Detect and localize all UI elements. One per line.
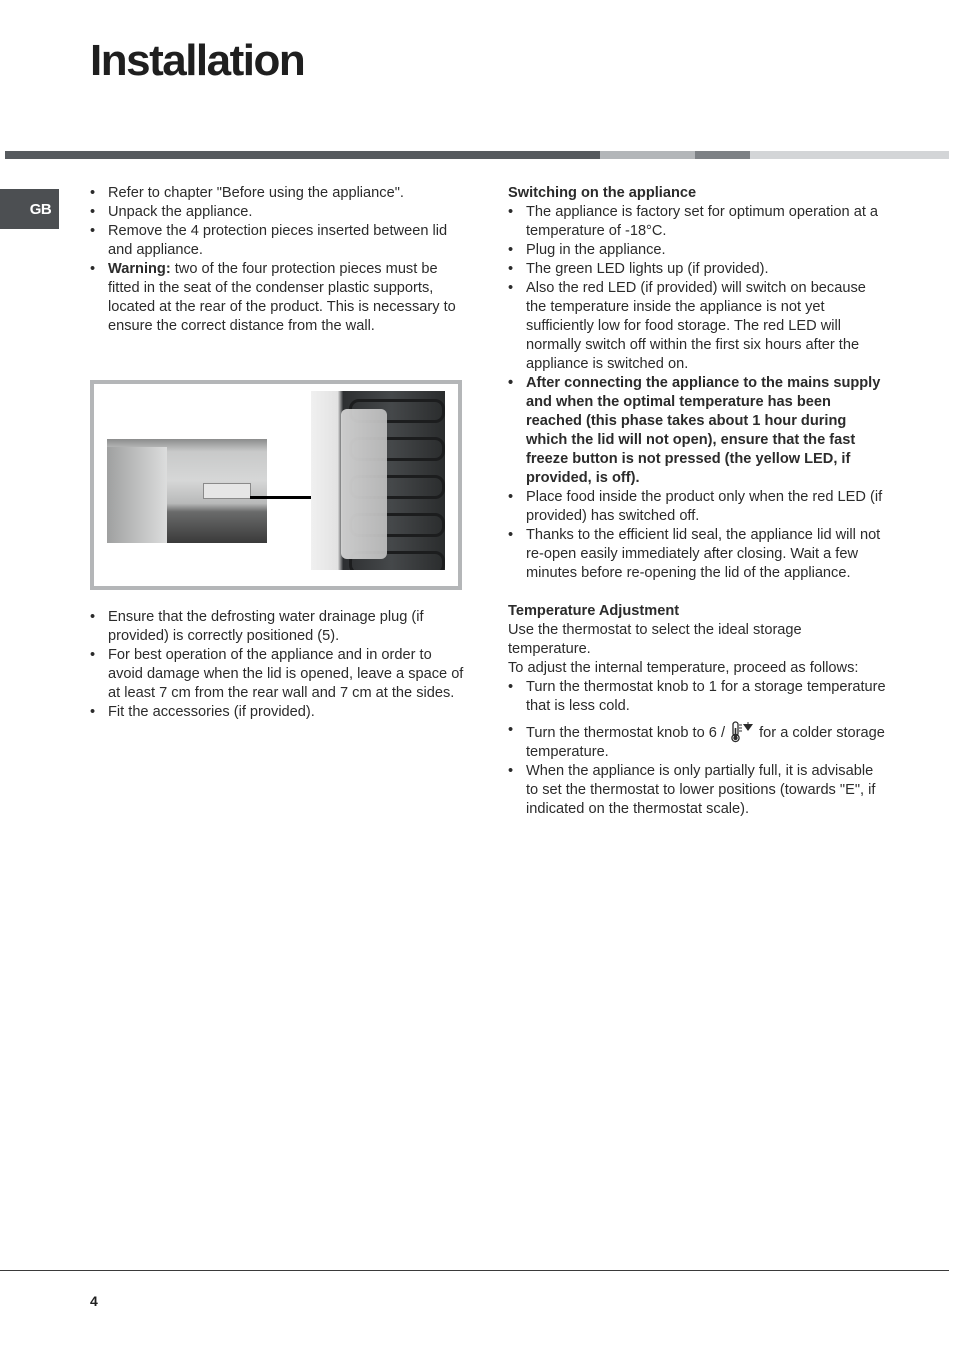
thermometer-snowflake-icon — [730, 721, 754, 743]
list-item: • Refer to chapter "Before using the appliance". — [90, 184, 466, 203]
list-item: • For best operation of the appliance and in order to avoid damage when the lid is opened, leave a space of at least 7 cm from the rear wall and 7 cm at the sides. — [90, 646, 466, 703]
appliance-lid-photo — [107, 439, 267, 543]
list-item-text: for a colder storage temperature. — [526, 725, 885, 760]
list-item: • Remove the 4 protection pieces inserted between lid and appliance. — [90, 222, 466, 260]
protection-pieces-figure — [90, 380, 462, 590]
list-item: • Turn the thermostat knob to 1 for a storage temperature that is less cold. — [508, 678, 888, 716]
list-item — [508, 721, 888, 762]
page-number: 4 — [90, 1293, 98, 1309]
protection-piece — [203, 483, 251, 499]
header-bar-segment — [750, 151, 949, 159]
list-item: • Also the red LED (if provided) will switch on because the temperature inside the appliance is not yet sufficiently low for food storage. The red LED will normally switch off within the first six hours after the appliance is switched on. — [508, 279, 888, 374]
header-bar-segment — [695, 151, 750, 159]
temperature-para: To adjust the internal temperature, proceed as follows: — [508, 660, 859, 676]
placement-list — [90, 608, 466, 722]
temperature-heading: Temperature Adjustment — [508, 603, 680, 619]
list-item-important: • After connecting the appliance to the mains supply and when the optimal temperature has been reached (this phase takes about 1 hour during which the lid will not open), ensure that the fast freeze button is not pressed (the yellow LED, if provided, is off). — [508, 374, 888, 488]
condenser-support-photo — [311, 391, 445, 570]
language-tab-label: GB — [29, 200, 52, 218]
intro-list — [90, 184, 466, 336]
right-column — [508, 184, 888, 819]
switching-on-heading: Switching on the appliance — [508, 185, 697, 201]
page-title: Installation — [90, 36, 305, 85]
temperature-para: Use the thermostat to select the ideal storage temperature. — [508, 622, 802, 657]
header-bar-segment — [5, 151, 600, 159]
list-item: • Plug in the appliance. — [508, 241, 888, 260]
list-item: • Ensure that the defrosting water drainage plug (if provided) is correctly positioned (5). — [90, 608, 466, 646]
left-column-after-figure — [90, 608, 466, 722]
list-item: • Unpack the appliance. — [90, 203, 466, 222]
photo-detail — [107, 447, 167, 543]
list-item: • Place food inside the product only when the red LED (if provided) has switched off. — [508, 488, 888, 526]
temperature-list — [508, 678, 888, 819]
list-item: • Thanks to the efficient lid seal, the appliance lid will not re-open easily immediately after closing. Wait a few minutes before re-opening the lid of the appliance. — [508, 526, 888, 583]
list-item: • The green LED lights up (if provided). — [508, 260, 888, 279]
left-column-intro — [90, 184, 466, 336]
warning-label: Warning: — [108, 261, 171, 277]
header-bar-segment — [600, 151, 695, 159]
language-tab — [0, 189, 59, 229]
list-item: • When the appliance is only partially full, it is advisable to set the thermostat to lower positions (towards "E", if indicated on the thermostat scale). — [508, 762, 888, 819]
list-item: • The appliance is factory set for optimum operation at a temperature of -18°C. — [508, 203, 888, 241]
list-item: • Fit the accessories (if provided). — [90, 703, 466, 722]
spacer — [508, 583, 888, 602]
warning-item — [90, 260, 466, 336]
footer-rule — [0, 1270, 949, 1271]
arrow-icon — [250, 496, 317, 499]
warning-text: two of the four protection pieces must be fitted in the seat of the condenser plastic supports, located at the rear of the product. This is necessary to ensure the correct distance from the wall. — [108, 261, 456, 334]
switching-on-list — [508, 203, 888, 583]
list-item-text: Turn the thermostat knob to 6 / — [526, 725, 730, 741]
plastic-support — [341, 409, 387, 559]
